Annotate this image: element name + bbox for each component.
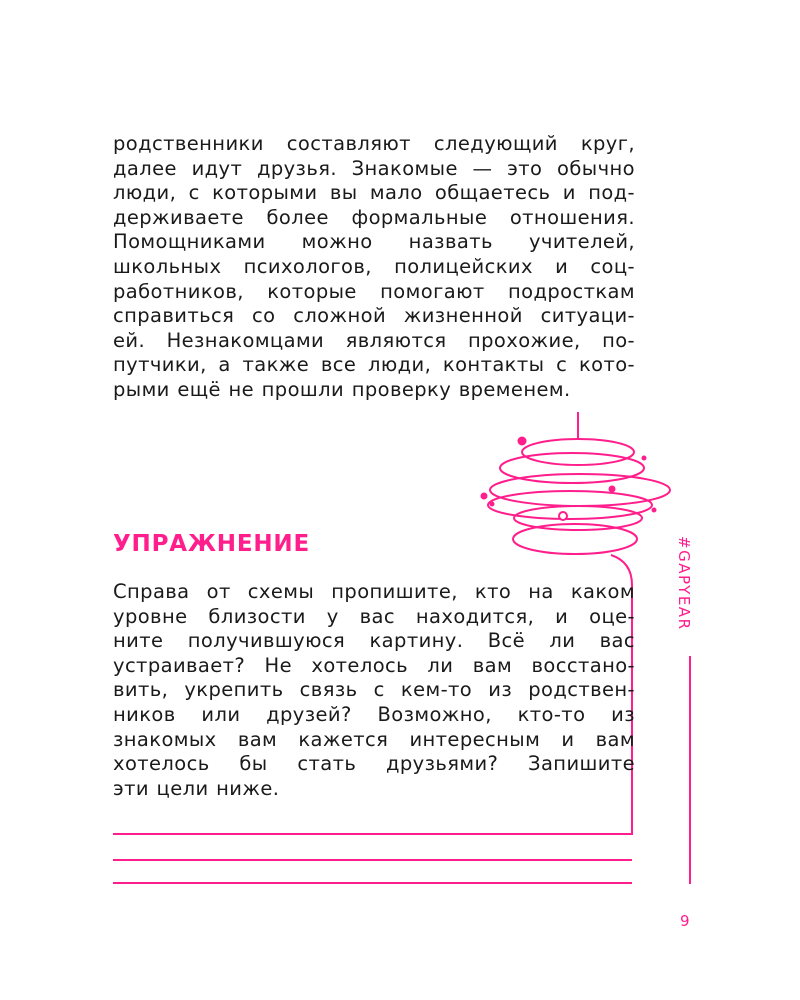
page-number: 9 — [680, 912, 690, 930]
text-line: ните получившуюся картину. Всё ли вас — [113, 629, 635, 653]
text-line: далее идут друзья. Знакомые — это обычно — [113, 156, 635, 180]
spiral-node — [490, 502, 495, 507]
text-line: путчики, а также все люди, контакты с кото- — [113, 353, 635, 377]
text-line: справиться со сложной жизненной ситуаци- — [113, 304, 635, 328]
text-line: ников или друзей? Возможно, кто-то из — [113, 702, 635, 726]
text-line: вить, укрепить связь с кем-то из родствен- — [113, 678, 635, 702]
text-line: ей. Незнакомцами являются прохожие, по- — [113, 328, 635, 352]
spiral-node — [642, 456, 647, 461]
text-line: хотелось бы стать друзьями? Запишите — [113, 752, 635, 776]
spiral-node — [652, 508, 657, 513]
spiral-node — [481, 493, 488, 500]
spiral-node — [518, 437, 527, 446]
text-line: Помощниками можно назвать учителей, — [113, 230, 635, 254]
text-line: знакомых вам кажется интересным и вам — [113, 727, 635, 751]
text-line: люди, с которыми вы мало общаетесь и под- — [113, 181, 635, 205]
side-rule — [689, 656, 691, 884]
spiral-node — [609, 486, 616, 493]
exercise-paragraph — [113, 580, 635, 801]
text-line: рыми ещё не прошли проверку временем. — [113, 377, 571, 401]
writing-line — [113, 882, 632, 884]
writing-line — [113, 859, 632, 861]
exercise-heading: УПРАЖНЕНИЕ — [113, 531, 310, 557]
text-line: держиваете более формальные отношения. — [113, 205, 635, 229]
text-line: эти цели ниже. — [113, 776, 280, 800]
text-line: устраивает? Не хотелось ли вам восстано- — [113, 653, 635, 677]
spiral-ring — [490, 474, 670, 506]
spiral-ring — [522, 439, 634, 465]
text-line: школьных психологов, полицейских и соц- — [113, 254, 635, 278]
text-line: уровне близости у вас находится, и оце- — [113, 604, 635, 628]
side-hashtag — [675, 536, 699, 636]
text-line: родственники составляют следующий круг, — [113, 132, 635, 155]
text-line: Справа от схемы пропишите, кто на каком — [113, 580, 635, 603]
text-line: работников, которые помогают подросткам — [113, 279, 635, 303]
spiral-node-hollow — [559, 512, 567, 520]
spiral-ring — [513, 524, 637, 554]
hashtag-text: #GAPYEAR — [675, 536, 693, 631]
